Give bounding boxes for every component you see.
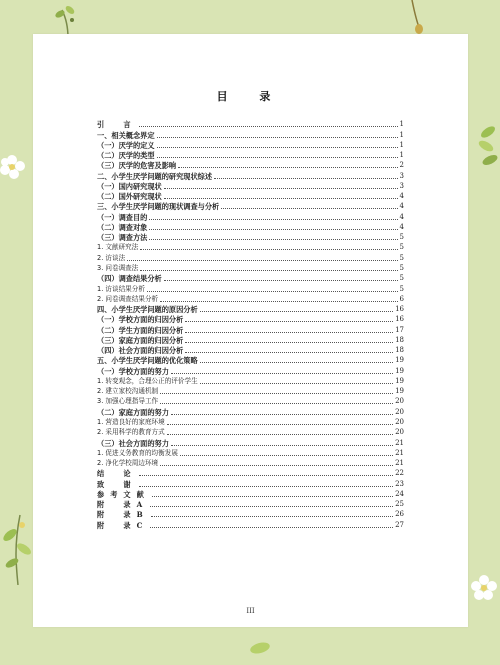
toc-entry-label: （四）社会方面的归因分析 xyxy=(97,346,184,356)
toc-entry-page: 1 xyxy=(399,130,404,139)
toc-entry-page: 4 xyxy=(399,222,404,231)
dot-leader xyxy=(214,172,398,179)
dot-leader xyxy=(167,418,393,425)
toc-entry xyxy=(97,386,404,396)
dot-leader xyxy=(139,120,398,127)
toc-entry xyxy=(97,294,404,304)
toc-entry-label: 2. 访谈法 xyxy=(97,253,126,262)
toc-entry xyxy=(97,170,404,180)
dot-leader xyxy=(160,295,397,302)
toc-entry-page: 1 xyxy=(399,120,404,129)
toc-entry xyxy=(97,160,404,170)
toc-entry-page: 22 xyxy=(395,469,404,478)
toc-entry xyxy=(97,263,404,273)
dot-leader xyxy=(152,490,393,497)
dot-leader xyxy=(171,439,393,446)
toc-entry-page: 19 xyxy=(395,356,404,365)
dot-leader xyxy=(139,480,394,487)
toc-entry-label: 附 录A xyxy=(97,500,149,510)
toc-entry xyxy=(97,376,404,386)
toc-entry-label: 1. 营造良好的家庭环境 xyxy=(97,417,165,426)
dot-leader xyxy=(140,243,397,250)
toc-entry-label: （一）学校方面的归因分析 xyxy=(97,315,184,325)
dot-leader xyxy=(221,202,397,209)
toc-entry-label: （三）家庭方面的归因分析 xyxy=(97,335,184,345)
toc-entry xyxy=(97,150,404,160)
toc-entry-page: 4 xyxy=(399,202,404,211)
dot-leader xyxy=(160,387,393,394)
toc-entry xyxy=(97,396,404,406)
toc-entry xyxy=(97,499,404,509)
toc-entry-page: 26 xyxy=(395,510,404,519)
toc-entry xyxy=(97,448,404,458)
toc-title: 目 录 xyxy=(216,90,285,103)
toc-entry-page: 23 xyxy=(395,479,404,488)
toc-entry-page: 2 xyxy=(399,161,404,170)
toc-entry xyxy=(97,345,404,355)
toc-entry-label: 3. 问卷调查法 xyxy=(97,263,139,272)
toc-entry-page: 16 xyxy=(395,315,404,324)
toc-entry-page: 18 xyxy=(395,346,404,355)
dot-leader xyxy=(140,264,397,271)
toc-entry xyxy=(97,304,404,314)
toc-entry-label: 2. 建立家校沟通机制 xyxy=(97,387,159,396)
dot-leader xyxy=(178,161,397,168)
toc-entry-page: 4 xyxy=(399,212,404,221)
toc-entry-page: 3 xyxy=(399,171,404,180)
toc-entry xyxy=(97,252,404,262)
toc-entry-label: 三、小学生厌学问题的现状调查与分析 xyxy=(97,202,220,212)
toc-entry xyxy=(97,314,404,324)
dot-leader xyxy=(185,336,393,343)
toc-entry-page: 20 xyxy=(395,417,404,426)
toc-entry-label: 五、小学生厌学问题的优化策略 xyxy=(97,356,198,366)
toc-entry-page: 17 xyxy=(395,325,404,334)
dot-leader xyxy=(171,367,393,374)
toc-entry xyxy=(97,324,404,334)
dot-leader xyxy=(164,192,398,199)
toc-entry-page: 3 xyxy=(399,181,404,190)
toc-entry-page: 21 xyxy=(395,448,404,457)
leaf-decoration-bottom-left xyxy=(0,505,34,585)
toc-entry xyxy=(97,335,404,345)
toc-entry xyxy=(97,273,404,283)
dot-leader xyxy=(157,141,398,148)
dot-leader xyxy=(200,377,393,384)
toc-entry-page: 5 xyxy=(399,274,404,283)
toc-entry-label: （一）厌学的定义 xyxy=(97,140,155,150)
toc-entry-label: （二）家庭方面的努力 xyxy=(97,407,169,417)
dot-leader xyxy=(157,151,398,158)
toc-entry xyxy=(97,437,404,447)
toc-entry-label: （四）调查结果分析 xyxy=(97,274,162,284)
flower-icon-left xyxy=(0,150,30,184)
toc-entry-label: 2. 采用科学的教育方式 xyxy=(97,428,165,437)
toc-entry-page: 19 xyxy=(395,376,404,385)
toc-entry-label: 1. 促进义务教育的均衡发展 xyxy=(97,448,178,457)
dot-leader xyxy=(149,223,397,230)
toc-entry-label: （二）国外研究现状 xyxy=(97,192,162,202)
leaf-decoration-top-left xyxy=(48,0,88,38)
toc-entry-page: 1 xyxy=(399,151,404,160)
toc-entry-label: （一）调查目的 xyxy=(97,212,148,222)
toc-entry-label: （二）厌学的类型 xyxy=(97,151,155,161)
toc-entry-label: （二）调查对象 xyxy=(97,222,148,232)
toc-entry-page: 5 xyxy=(399,253,404,262)
toc-entry-label: 致 谢 xyxy=(97,479,137,489)
toc-entry-page: 24 xyxy=(395,489,404,498)
dot-leader xyxy=(164,182,398,189)
toc-entry xyxy=(97,283,404,293)
toc-entry-label: 附 录C xyxy=(97,520,149,530)
toc-entry-page: 5 xyxy=(399,243,404,252)
toc-entry-label: 1. 访谈结果分析 xyxy=(97,284,145,293)
toc-entry-page: 5 xyxy=(399,284,404,293)
toc-entry-page: 25 xyxy=(395,500,404,509)
toc-entry-label: （一）国内研究现状 xyxy=(97,181,162,191)
toc-entry-page: 18 xyxy=(395,335,404,344)
dot-leader xyxy=(150,521,393,528)
toc-entry-label: （二）学生方面的归因分析 xyxy=(97,325,184,335)
toc-entry-label: 1. 文献研究法 xyxy=(97,243,139,252)
toc-entry-page: 27 xyxy=(395,520,404,529)
dot-leader xyxy=(167,428,393,435)
dot-leader xyxy=(139,469,394,476)
dot-leader xyxy=(157,131,398,138)
toc-entry-label: 一、相关概念界定 xyxy=(97,130,155,140)
toc-entry xyxy=(97,406,404,416)
toc-entry xyxy=(97,119,404,129)
toc-entry-label: 1. 转变观念，合理公正的评价学生 xyxy=(97,376,198,385)
toc-entry-label: （三）社会方面的努力 xyxy=(97,438,169,448)
dot-leader xyxy=(185,346,393,353)
toc-entry-page: 21 xyxy=(395,459,404,468)
toc-entry xyxy=(97,222,404,232)
toc-entry-label: 2. 问卷调查结果分析 xyxy=(97,294,159,303)
toc-entry xyxy=(97,242,404,252)
dot-leader xyxy=(200,305,393,312)
toc-entry-label: （一）学校方面的努力 xyxy=(97,366,169,376)
toc-entry-label: 2. 净化学校周边环境 xyxy=(97,459,159,468)
dot-leader xyxy=(180,449,393,456)
toc-entry-page: 16 xyxy=(395,305,404,314)
toc-entry-label: 附 录B xyxy=(97,510,149,520)
toc-entry xyxy=(97,232,404,242)
toc-entry-page: 6 xyxy=(399,294,404,303)
toc-entry xyxy=(97,191,404,201)
dot-leader xyxy=(171,408,393,415)
toc-entry-page: 19 xyxy=(395,366,404,375)
toc-entry-page: 5 xyxy=(399,233,404,242)
dot-leader xyxy=(127,254,397,261)
toc-entry xyxy=(97,489,404,499)
toc-entry-label: 结 论 xyxy=(97,469,137,479)
dot-leader xyxy=(149,213,397,220)
dot-leader xyxy=(185,326,393,333)
toc-entry-label: 参考文献 xyxy=(97,489,150,499)
toc-entry xyxy=(97,519,404,529)
dot-leader xyxy=(200,356,393,363)
toc-entry-page: 20 xyxy=(395,428,404,437)
toc-entry xyxy=(97,355,404,365)
dot-leader xyxy=(164,274,398,281)
toc-entry xyxy=(97,211,404,221)
flower-icon-bottom-right xyxy=(468,570,500,606)
toc-entry-page: 5 xyxy=(399,263,404,272)
toc-entry-label: 四、小学生厌学问题的原因分析 xyxy=(97,305,198,315)
leaf-decoration-top-right xyxy=(392,0,432,34)
toc-entry-label: （三）调查方法 xyxy=(97,233,148,243)
dot-leader xyxy=(185,315,393,322)
dot-leader xyxy=(149,233,397,240)
toc-entry-page: 21 xyxy=(395,438,404,447)
toc-entry-page: 19 xyxy=(395,387,404,396)
dot-leader xyxy=(151,510,393,517)
toc-entry xyxy=(97,140,404,150)
toc-entry-label: 引 言 xyxy=(97,120,137,130)
toc-entry xyxy=(97,129,404,139)
toc-entry xyxy=(97,478,404,488)
toc-entry xyxy=(97,509,404,519)
toc-entry xyxy=(97,427,404,437)
toc-entry xyxy=(97,468,404,478)
toc-entry xyxy=(97,365,404,375)
dot-leader xyxy=(160,459,393,466)
toc-entry xyxy=(97,181,404,191)
table-of-contents xyxy=(97,119,404,530)
leaf-decoration-bottom-center xyxy=(240,628,280,665)
document-page xyxy=(33,34,468,627)
toc-entry-page: 20 xyxy=(395,407,404,416)
toc-entry-label: 3. 加强心理指导工作 xyxy=(97,397,159,406)
dot-leader xyxy=(160,397,393,404)
dot-leader xyxy=(150,500,393,507)
toc-entry-page: 20 xyxy=(395,397,404,406)
leaf-cluster-icon-right xyxy=(470,120,500,180)
page-number: III xyxy=(246,607,255,615)
toc-entry xyxy=(97,417,404,427)
toc-entry-page: 1 xyxy=(399,140,404,149)
toc-entry-label: 二、小学生厌学问题的研究现状综述 xyxy=(97,171,213,181)
dot-leader xyxy=(147,285,398,292)
toc-entry-page: 4 xyxy=(399,192,404,201)
toc-entry xyxy=(97,201,404,211)
toc-entry xyxy=(97,458,404,468)
toc-entry-label: （三）厌学的危害及影响 xyxy=(97,161,177,171)
